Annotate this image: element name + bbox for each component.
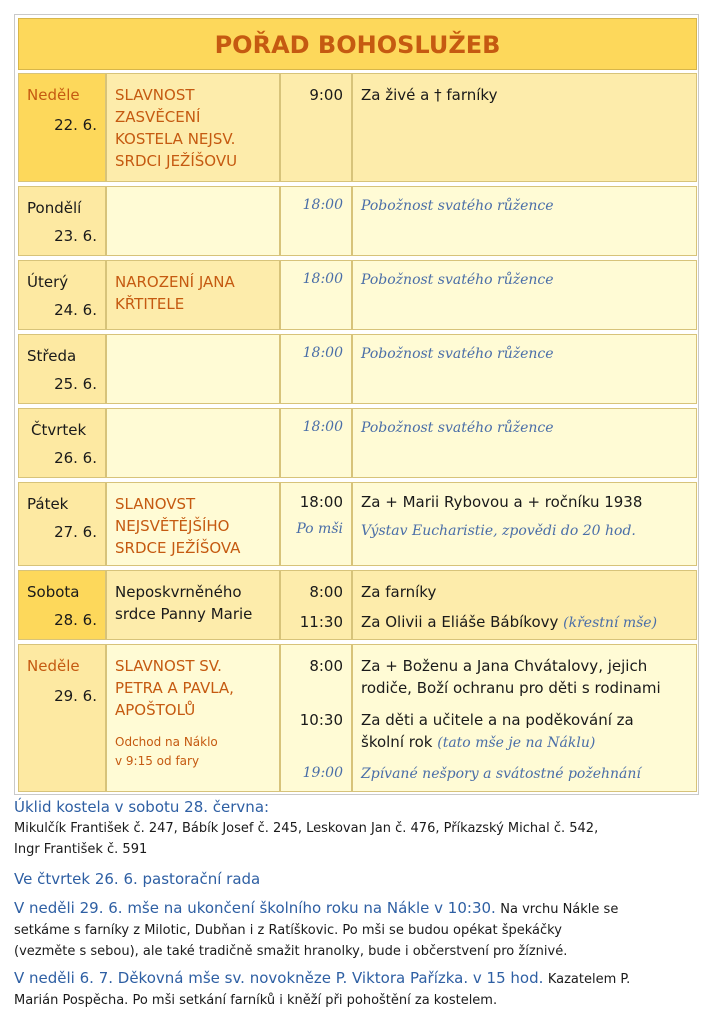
feast-cell	[106, 334, 280, 404]
mass-time: 19:00	[302, 765, 343, 781]
day-name: Středa	[27, 347, 77, 365]
feast-text: Neposkvrněného srdce Panny Marie	[115, 583, 253, 623]
mass-time: 11:30	[299, 613, 343, 631]
mass-intention: Za děti a učitele a na poděkování za školní rok (tato mše je na Náklu)	[361, 711, 634, 751]
time-cell	[280, 408, 352, 478]
day-date: 26. 6.	[54, 449, 97, 467]
feast-cell	[106, 73, 280, 182]
intention-cell	[352, 482, 697, 566]
mass-time: 18:00	[302, 271, 343, 287]
mass-intention: Za + Boženu a Jana Chvátalovy, jejich rodiče, Boží ochranu pro děti s rodinami	[361, 657, 661, 697]
thanks-mass-notice: V neděli 6. 7. Děkovná mše sv. novokněze P. Viktora Pařízka. v 15 hod. Kazatelem P. Marián Pospěcha. Po mši setkání farníků i kněží při pohoštění za kostelem.	[14, 969, 631, 1008]
intention-cell	[352, 334, 697, 404]
feast-text: SLAVNOST SV. PETRA A PAVLA, APOŠTOLŮ	[115, 657, 234, 719]
day-name: Sobota	[27, 583, 80, 601]
mass-time: 18:00	[302, 197, 343, 213]
intention-cell	[352, 186, 697, 256]
day-name: Neděle	[27, 657, 80, 675]
intention-cell	[352, 570, 697, 640]
school-mass-notice: V neděli 29. 6. mše na ukončení školního roku na Nákle v 10:30. Na vrchu Nákle se setkáme s farníky z Milotic, Dubňan i z Ratíškovic. Po mši se budou opékat špekáčky (vezměte s sebou), ale také tradičně smažit hranolky, bude i občerstvení pro žíznivé.	[14, 899, 619, 959]
feast-text: NAROZENÍ JANA KŘTITELE	[115, 273, 235, 313]
day-cell	[18, 334, 106, 404]
mass-time: 8:00	[309, 657, 343, 675]
feast-cell	[106, 482, 280, 566]
cleaning-notice: Úklid kostela v sobotu 28. června: Mikulčík František č. 247, Bábík Josef č. 245, Leskovan Jan č. 476, Příkazský Michal č. 542, Ingr František č. 591	[14, 798, 599, 857]
intention-cell	[352, 260, 697, 330]
mass-intention: Za + Marii Rybovou a + ročníku 1938	[361, 493, 643, 511]
feast-cell	[106, 408, 280, 478]
mass-time: 18:00	[302, 419, 343, 435]
day-cell	[18, 408, 106, 478]
intention-cell	[352, 408, 697, 478]
day-date: 28. 6.	[54, 611, 97, 629]
time-cell	[280, 644, 352, 792]
mass-intention: Pobožnost svatého růžence	[361, 272, 554, 288]
mass-time: 9:00	[309, 86, 343, 104]
mass-intention: Pobožnost svatého růžence	[361, 346, 554, 362]
day-cell	[18, 186, 106, 256]
feast-text: SLAVNOST ZASVĚCENÍ KOSTELA NEJSV. SRDCI JEŽÍŠOVU	[115, 86, 238, 170]
feast-cell	[106, 186, 280, 256]
day-name: Pátek	[27, 495, 69, 513]
day-name: Čtvrtek	[31, 421, 87, 439]
feast-text: SLANOVST NEJSVĚTĚJŠÍHO SRDCE JEŽÍŠOVA	[115, 495, 241, 557]
time-cell	[280, 482, 352, 566]
mass-time: 18:00	[299, 493, 343, 511]
mass-intention: Pobožnost svatého růžence	[361, 420, 554, 436]
feast-cell	[106, 570, 280, 640]
mass-intention: Za Olivii a Eliáše Bábíkovy (křestní mše)	[361, 613, 658, 631]
time-cell	[280, 570, 352, 640]
time-cell	[280, 260, 352, 330]
day-name: Pondělí	[27, 199, 82, 217]
day-name: Neděle	[27, 86, 80, 104]
time-cell	[280, 186, 352, 256]
page-title: POŘAD BOHOSLUŽEB	[18, 18, 697, 70]
council-notice: Ve čtvrtek 26. 6. pastorační rada	[14, 870, 261, 888]
mass-time: Po mši	[296, 521, 343, 537]
mass-time: 8:00	[309, 583, 343, 601]
time-cell	[280, 73, 352, 182]
day-name: Úterý	[27, 273, 69, 291]
day-cell	[18, 260, 106, 330]
departure-note: Odchod na Náklo v 9:15 od fary	[115, 735, 218, 768]
mass-intention: Pobožnost svatého růžence	[361, 198, 554, 214]
mass-time: 18:00	[302, 345, 343, 361]
day-date: 25. 6.	[54, 375, 97, 393]
intention-cell	[352, 644, 697, 792]
mass-time: 10:30	[299, 711, 343, 729]
time-cell	[280, 334, 352, 404]
mass-intention: Zpívané nešpory a svátostné požehnání	[361, 766, 641, 782]
day-cell	[18, 644, 106, 792]
day-date: 29. 6.	[54, 687, 97, 705]
day-date: 24. 6.	[54, 301, 97, 319]
day-date: 23. 6.	[54, 227, 97, 245]
mass-intention: Za farníky	[361, 583, 437, 601]
mass-intention: Za živé a † farníky	[361, 86, 498, 104]
feast-cell	[106, 260, 280, 330]
feast-cell	[106, 644, 280, 792]
mass-intention: Výstav Eucharistie, zpovědi do 20 hod.	[361, 523, 636, 539]
day-cell	[18, 570, 106, 640]
day-cell	[18, 482, 106, 566]
intention-cell	[352, 73, 697, 182]
day-date: 22. 6.	[54, 116, 97, 134]
day-cell	[18, 73, 106, 182]
day-date: 27. 6.	[54, 523, 97, 541]
